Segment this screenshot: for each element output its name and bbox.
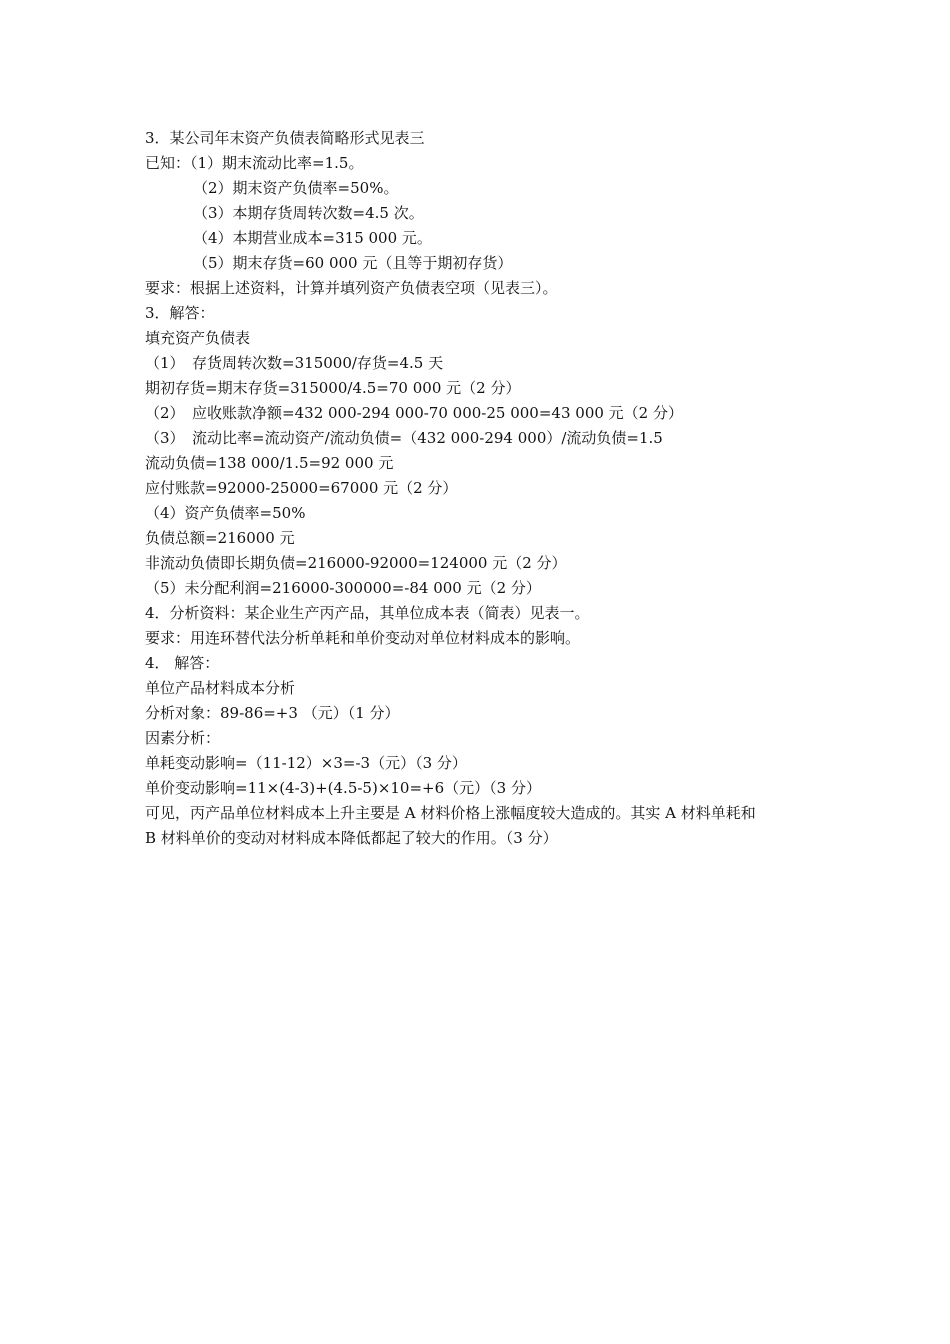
answer-3-step-5: （5）未分配利润=216000-300000=-84 000 元（2 分） [145,579,541,597]
answer-4-analysis-object: 分析对象：89-86=+3 （元）（1 分） [145,704,400,722]
given-condition-1: 已知：（1）期末流动比率=1.5。 [145,154,364,172]
given-condition-5: （5）期末存货=60 000 元（且等于期初存货） [193,254,513,272]
answer-3-total-liabilities: 负债总额=216000 元 [145,529,295,547]
given-condition-2: （2）期末资产负债率=50%。 [193,179,399,197]
question-3-requirement: 要求：根据上述资料，计算并填列资产负债表空项（见表三）。 [145,279,558,297]
answer-4-consumption-effect: 单耗变动影响=（11-12）×3=-3（元）（3 分） [145,754,467,772]
answer-3-step-1-result: 期初存货=期末存货=315000/4.5=70 000 元（2 分） [145,379,521,397]
question-4-title: 4．分析资料：某企业生产丙产品，其单位成本表（简表）见表一。 [145,604,590,622]
given-condition-4: （4）本期营业成本=315 000 元。 [193,229,432,247]
answer-3-step-1: （1） 存货周转次数=315000/存货=4.5 天 [145,354,444,372]
answer-3-step-2: （2） 应收账款净额=432 000-294 000-70 000-25 000=43 000 元（2 分） [145,404,683,422]
answer-3-subheading: 填充资产负债表 [145,329,251,347]
answer-3-current-liabilities: 流动负债=138 000/1.5=92 000 元 [145,454,394,472]
answer-4-price-effect: 单价变动影响=11×(4-3)+(4.5-5)×10=+6（元）（3 分） [145,779,541,797]
answer-3-step-3: （3） 流动比率=流动资产/流动负债=（432 000-294 000）/流动负债=1.5 [145,429,663,447]
question-3-title: 3．某公司年末资产负债表简略形式见表三 [145,129,425,147]
answer-4-heading: 4． 解答： [145,654,220,672]
answer-3-heading: 3．解答： [145,304,215,322]
answer-3-step-4: （4）资产负债率=50% [145,504,306,522]
answer-3-long-term-liabilities: 非流动负债即长期负债=216000-92000=124000 元（2 分） [145,554,567,572]
answer-4-factor-analysis: 因素分析： [145,729,221,747]
given-condition-3: （3）本期存货周转次数=4.5 次。 [193,204,424,222]
question-4-requirement: 要求：用连环替代法分析单耗和单价变动对单位材料成本的影响。 [145,629,581,647]
answer-4-conclusion-line-2: B 材料单价的变动对材料成本降低都起了较大的作用。（3 分） [145,829,558,847]
document-body [145,126,825,851]
answer-4-conclusion-line-1: 可见，丙产品单位材料成本上升主要是 A 材料价格上涨幅度较大造成的。其实 A 材料单耗和 [145,804,756,822]
answer-3-accounts-payable: 应付账款=92000-25000=67000 元（2 分） [145,479,458,497]
answer-4-subheading: 单位产品材料成本分析 [145,679,296,697]
